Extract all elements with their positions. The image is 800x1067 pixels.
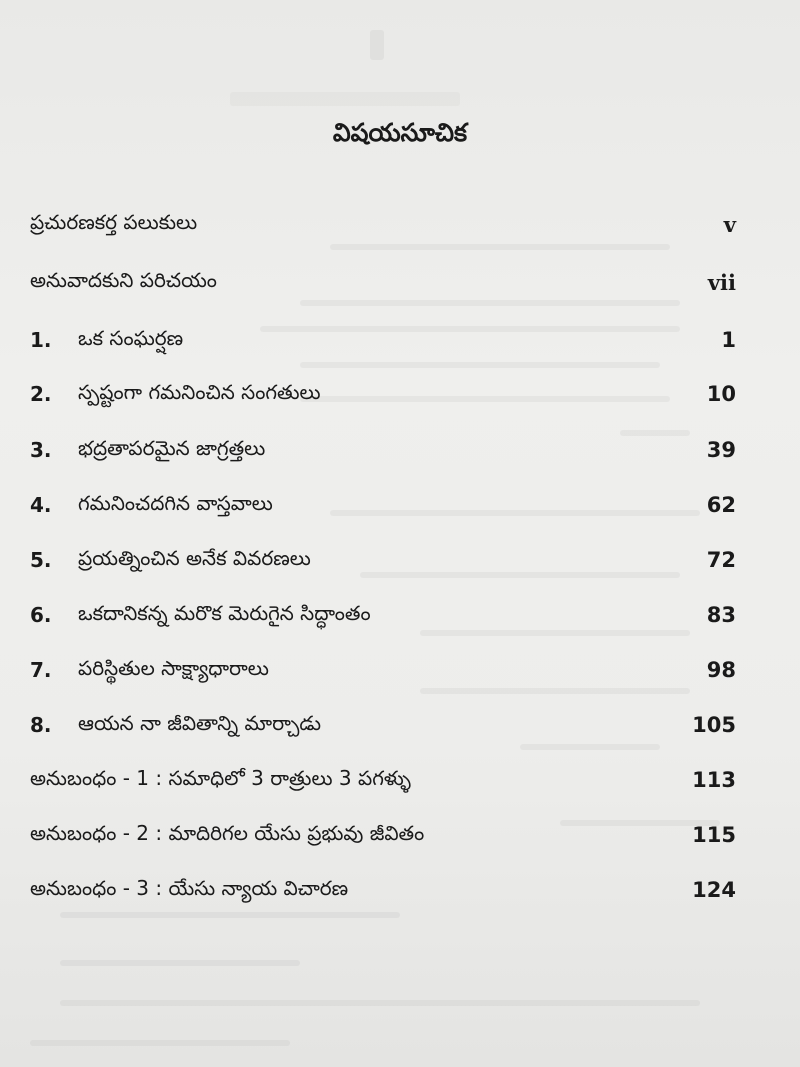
toc-entry-page: vii [707,269,736,295]
toc-entry-page: 115 [692,823,736,847]
bleed-through-line [520,744,660,750]
toc-entry-page: 72 [706,548,736,572]
toc-entry [30,708,736,742]
toc-entry-page: 83 [706,603,736,627]
toc-entry [30,265,736,299]
toc-entry-label: ప్రచురణకర్త పలుకులు [30,209,198,234]
toc-entry [30,873,736,907]
bleed-through-line [330,244,670,250]
toc-entry-page: 98 [706,658,736,682]
toc-entry-page: 124 [692,878,736,902]
toc-entry [30,433,736,467]
toc-entry-label: అనువాదకుని పరిచయం [30,267,217,292]
toc-entry-number: 6. [30,603,52,627]
toc-entry-label: గమనించదగిన వాస్తవాలు [78,490,273,515]
toc-entry-page: 1 [721,328,736,352]
bleed-through-line [30,1040,290,1046]
toc-entry-label: ఆయన నా జీవితాన్ని మార్చాడు [78,710,322,735]
bleed-through-mark [370,30,384,60]
toc-entry-label: ఒకదానికన్న మరొక మెరుగైన సిద్ధాంతం [78,600,371,625]
bleed-through-line [60,960,300,966]
toc-entry-label: అనుబంధం - 2 : మాదిరిగల యేసు ప్రభువు జీవితం [30,820,425,845]
toc-entry-number: 5. [30,548,52,572]
toc-entry-label: ఒక సంఘర్షణ [78,325,184,350]
toc-entry-page: 39 [706,438,736,462]
toc-entry-label: స్పష్టంగా గమనించిన సంగతులు [78,379,321,404]
page-title: విషయసూచిక [332,118,468,147]
toc-entry-number: 1. [30,328,52,352]
bleed-through-line [300,300,680,306]
toc-entry-number: 4. [30,493,52,517]
toc-entry [30,323,736,357]
toc-entry-page: 105 [692,713,736,737]
toc-entry [30,377,736,411]
bleed-through-line [60,1000,700,1006]
toc-entry [30,598,736,632]
bleed-through-line [420,688,690,694]
toc-entry-label: అనుబంధం - 3 : యేసు న్యాయ విచారణ [30,875,349,900]
toc-entry-label: అనుబంధం - 1 : సమాధిలో 3 రాత్రులు 3 పగళ్ళు [30,765,412,790]
toc-entry-page: 62 [706,493,736,517]
toc-entry-label: ప్రయత్నించిన అనేక వివరణలు [78,545,311,570]
toc-entry-page: 10 [706,382,736,406]
bleed-through-heading [230,92,460,106]
bleed-through-line [60,912,400,918]
toc-entry [30,543,736,577]
toc-entry [30,207,736,241]
toc-entry [30,488,736,522]
toc-entry [30,818,736,852]
toc-entry-label: పరిస్థితుల సాక్ష్యాధారాలు [78,655,269,680]
toc-entry-number: 8. [30,713,52,737]
toc-entry-number: 2. [30,382,52,406]
toc-entry-number: 7. [30,658,52,682]
bleed-through-line [300,362,660,368]
toc-entry-page: v [723,211,736,237]
toc-entry-label: భద్రతాపరమైన జాగ్రత్తలు [78,435,266,460]
toc-entry-number: 3. [30,438,52,462]
toc-entry [30,763,736,797]
toc-entry [30,653,736,687]
toc-entry-page: 113 [692,768,736,792]
